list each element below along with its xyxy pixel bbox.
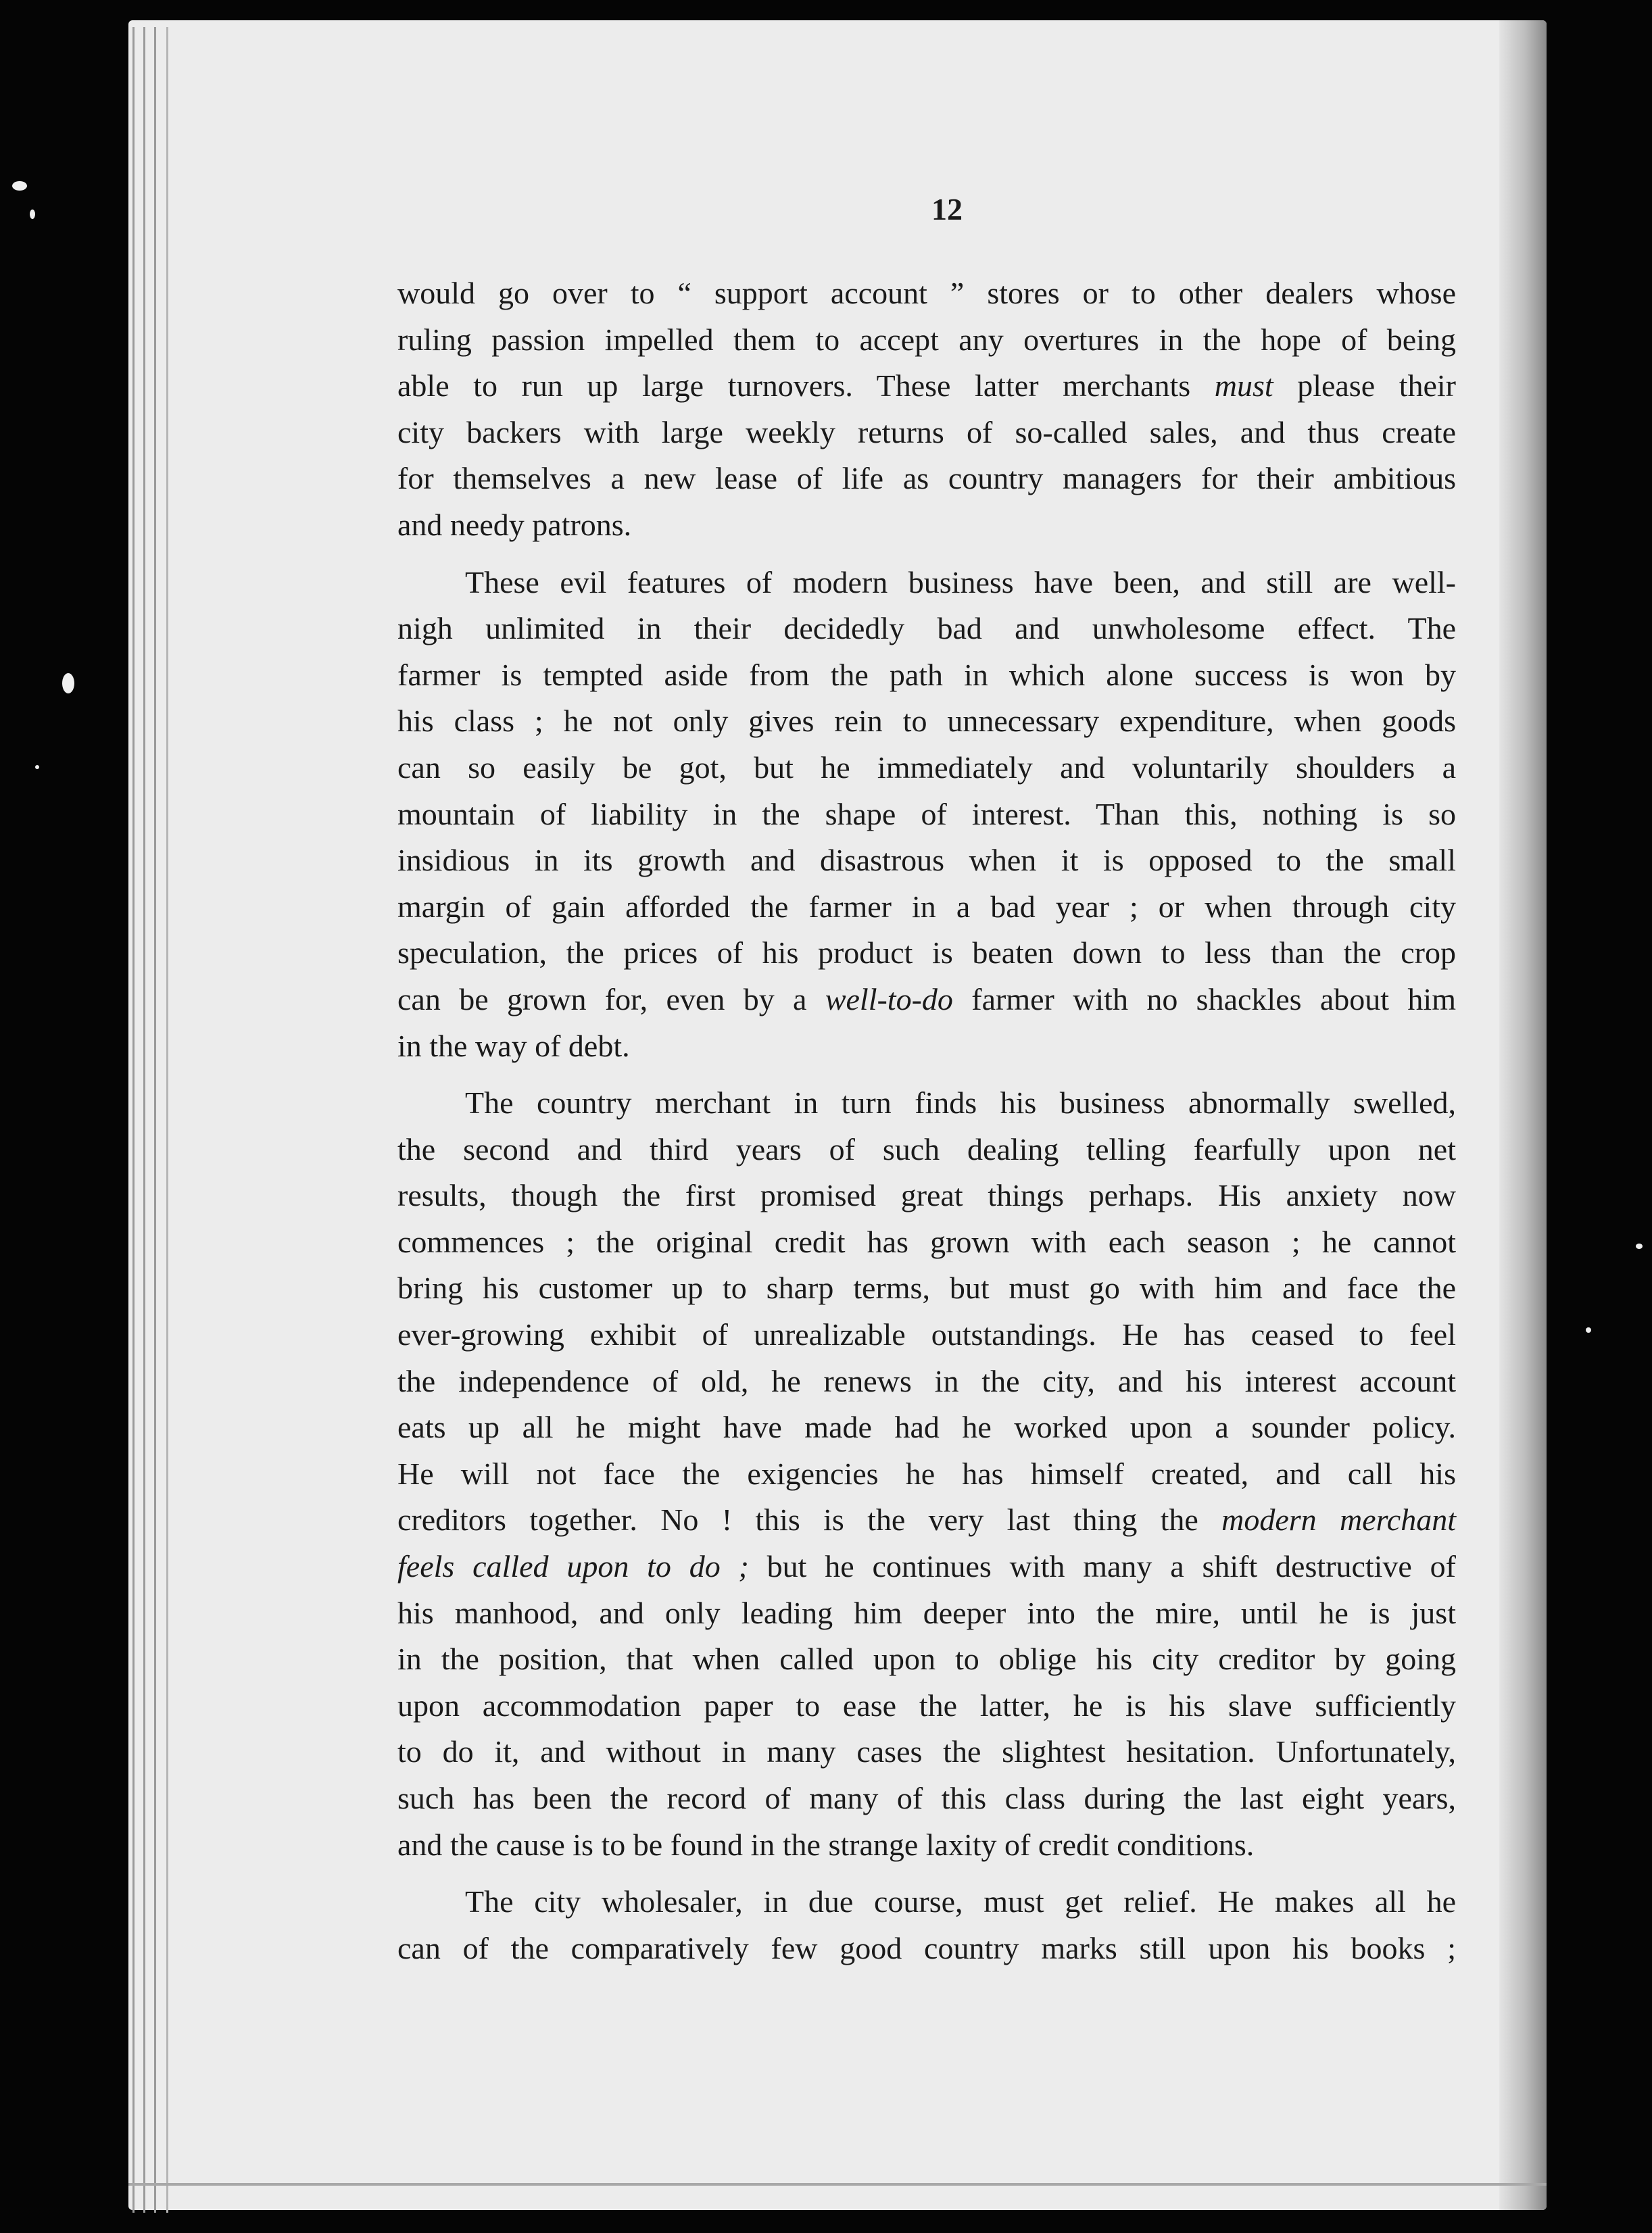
text-run: bring his customer up to sharp terms, but must go with him and face the — [397, 1271, 1456, 1306]
text-run: The city wholesaler, in due course, must get relief. He makes all he — [465, 1884, 1456, 1919]
text-line — [397, 1451, 1456, 1498]
scan-speck — [12, 181, 27, 191]
paragraph — [397, 1879, 1456, 1971]
scan-speck — [30, 210, 35, 219]
italic-text: modern merchant — [1221, 1502, 1456, 1538]
text-line — [397, 456, 1456, 502]
page-edge — [154, 27, 156, 2213]
scan-speck — [35, 765, 39, 769]
text-line — [397, 1822, 1456, 1869]
text-run: The country merchant in turn finds his business abnormally swelled, — [465, 1085, 1456, 1121]
text-run: upon accommodation paper to ease the latter, he is his slave sufficiently — [397, 1688, 1456, 1723]
italic-text: feels called upon to do ; — [397, 1549, 749, 1584]
text-run: creditors together. No ! this is the very last thing the — [397, 1502, 1222, 1538]
text-run: ruling passion impelled them to accept any overtures in the hope of being — [397, 322, 1456, 357]
text-line — [397, 1925, 1456, 1972]
text-run: can so easily be got, but he immediately and voluntarily shoulders a — [397, 750, 1456, 785]
text-line — [397, 1080, 1456, 1127]
text-run: commences ; the original credit has grown with each season ; he cannot — [397, 1224, 1456, 1259]
text-run: in the way of debt. — [397, 1028, 630, 1063]
text-line — [397, 745, 1456, 791]
text-line — [397, 560, 1456, 606]
text-run: insidious in its growth and disastrous when it is opposed to the small — [397, 843, 1456, 878]
text-run: These evil features of modern business have been, and still are well- — [465, 564, 1456, 599]
text-run: his class ; he not only gives rein to unnecessary expenditure, when goods — [397, 704, 1456, 739]
text-line — [397, 884, 1456, 931]
text-run: such has been the record of many of this class during the last eight years, — [397, 1781, 1456, 1815]
gutter-shadow — [1499, 20, 1547, 2210]
text-run: nigh unlimited in their decidedly bad and unwholesome effect. The — [397, 611, 1456, 646]
text-line — [397, 1729, 1456, 1775]
text-line — [397, 1219, 1456, 1266]
text-line — [397, 1023, 1456, 1070]
text-line — [397, 1497, 1456, 1544]
text-run: farmer is tempted aside from the path in which alone success is won by — [397, 657, 1456, 692]
paragraphs — [397, 270, 1456, 1971]
text-line — [397, 270, 1456, 317]
text-run: able to run up large turnovers. These latter merchants — [397, 368, 1215, 403]
page-edge — [132, 27, 135, 2213]
text-line — [397, 606, 1456, 652]
text-line — [397, 363, 1456, 410]
text-run: margin of gain afforded the farmer in a bad year ; or when through city — [397, 889, 1456, 924]
text-line — [397, 1544, 1456, 1590]
paragraph — [397, 270, 1456, 549]
text-run: can be grown for, even by a — [397, 981, 825, 1016]
text-line — [397, 1358, 1456, 1405]
text-line — [397, 1404, 1456, 1451]
text-run: in the position, that when called upon to oblige his city creditor by going — [397, 1642, 1456, 1677]
text-run: speculation, the prices of his product is beaten down to less than the crop — [397, 935, 1456, 971]
scan-speck — [62, 673, 74, 693]
text-run: for themselves a new lease of life as country managers for their ambitious — [397, 461, 1456, 496]
text-line — [397, 791, 1456, 838]
text-run: results, though the first promised great things perhaps. His anxiety now — [397, 1178, 1456, 1213]
page-edge — [143, 27, 145, 2213]
scan-speck — [1586, 1327, 1591, 1333]
paragraph — [397, 1080, 1456, 1868]
text-run: city backers with large weekly returns of so-called sales, and thus create — [397, 414, 1456, 449]
text-run: please their — [1273, 368, 1456, 403]
page-text-block — [397, 189, 1456, 1982]
text-run: mountain of liability in the shape of interest. Than this, nothing is so — [397, 796, 1456, 831]
text-line — [397, 930, 1456, 977]
text-run: He will not face the exigencies he has himself created, and call his — [397, 1456, 1456, 1491]
text-run: and the cause is to be found in the strange laxity of credit conditions. — [397, 1827, 1255, 1862]
text-line — [397, 502, 1456, 549]
text-line — [397, 1265, 1456, 1312]
text-line — [397, 1312, 1456, 1358]
text-run: eats up all he might have made had he worked upon a sounder policy. — [397, 1410, 1456, 1445]
scan-speck — [1636, 1244, 1643, 1249]
text-run: but he continues with many a shift destructive of — [748, 1549, 1456, 1584]
text-line — [397, 652, 1456, 699]
text-run: the second and third years of such dealing telling fearfully upon net — [397, 1131, 1456, 1167]
text-line — [397, 1636, 1456, 1683]
text-run: can of the comparatively few good country marks still upon his books ; — [397, 1930, 1456, 1965]
text-line — [397, 698, 1456, 745]
text-line — [397, 1879, 1456, 1925]
text-line — [397, 410, 1456, 456]
page-bottom-edge — [128, 2183, 1547, 2186]
text-run: to do it, and without in many cases the slightest hesitation. Unfortunately, — [397, 1734, 1456, 1769]
text-line — [397, 977, 1456, 1023]
text-run: would go over to “ support account ” stores or to other dealers whose — [397, 276, 1456, 310]
text-run: and needy patrons. — [397, 507, 632, 542]
text-run: the independence of old, he renews in the city, and his interest account — [397, 1363, 1456, 1398]
page-edge — [166, 27, 168, 2213]
paragraph — [397, 560, 1456, 1070]
italic-text: must — [1214, 368, 1273, 403]
text-line — [397, 1683, 1456, 1729]
text-run: ever-growing exhibit of unrealizable outstandings. He has ceased to feel — [397, 1317, 1456, 1352]
italic-text: well-to-do — [825, 981, 953, 1016]
text-line — [397, 1173, 1456, 1219]
text-run: farmer with no shackles about him — [952, 981, 1456, 1016]
text-line — [397, 1590, 1456, 1637]
text-line — [397, 1127, 1456, 1173]
text-run: his manhood, and only leading him deeper into the mire, until he is just — [397, 1595, 1456, 1630]
text-line — [397, 1775, 1456, 1822]
text-line — [397, 317, 1456, 364]
page-number: 12 — [931, 192, 963, 226]
text-line — [397, 837, 1456, 884]
